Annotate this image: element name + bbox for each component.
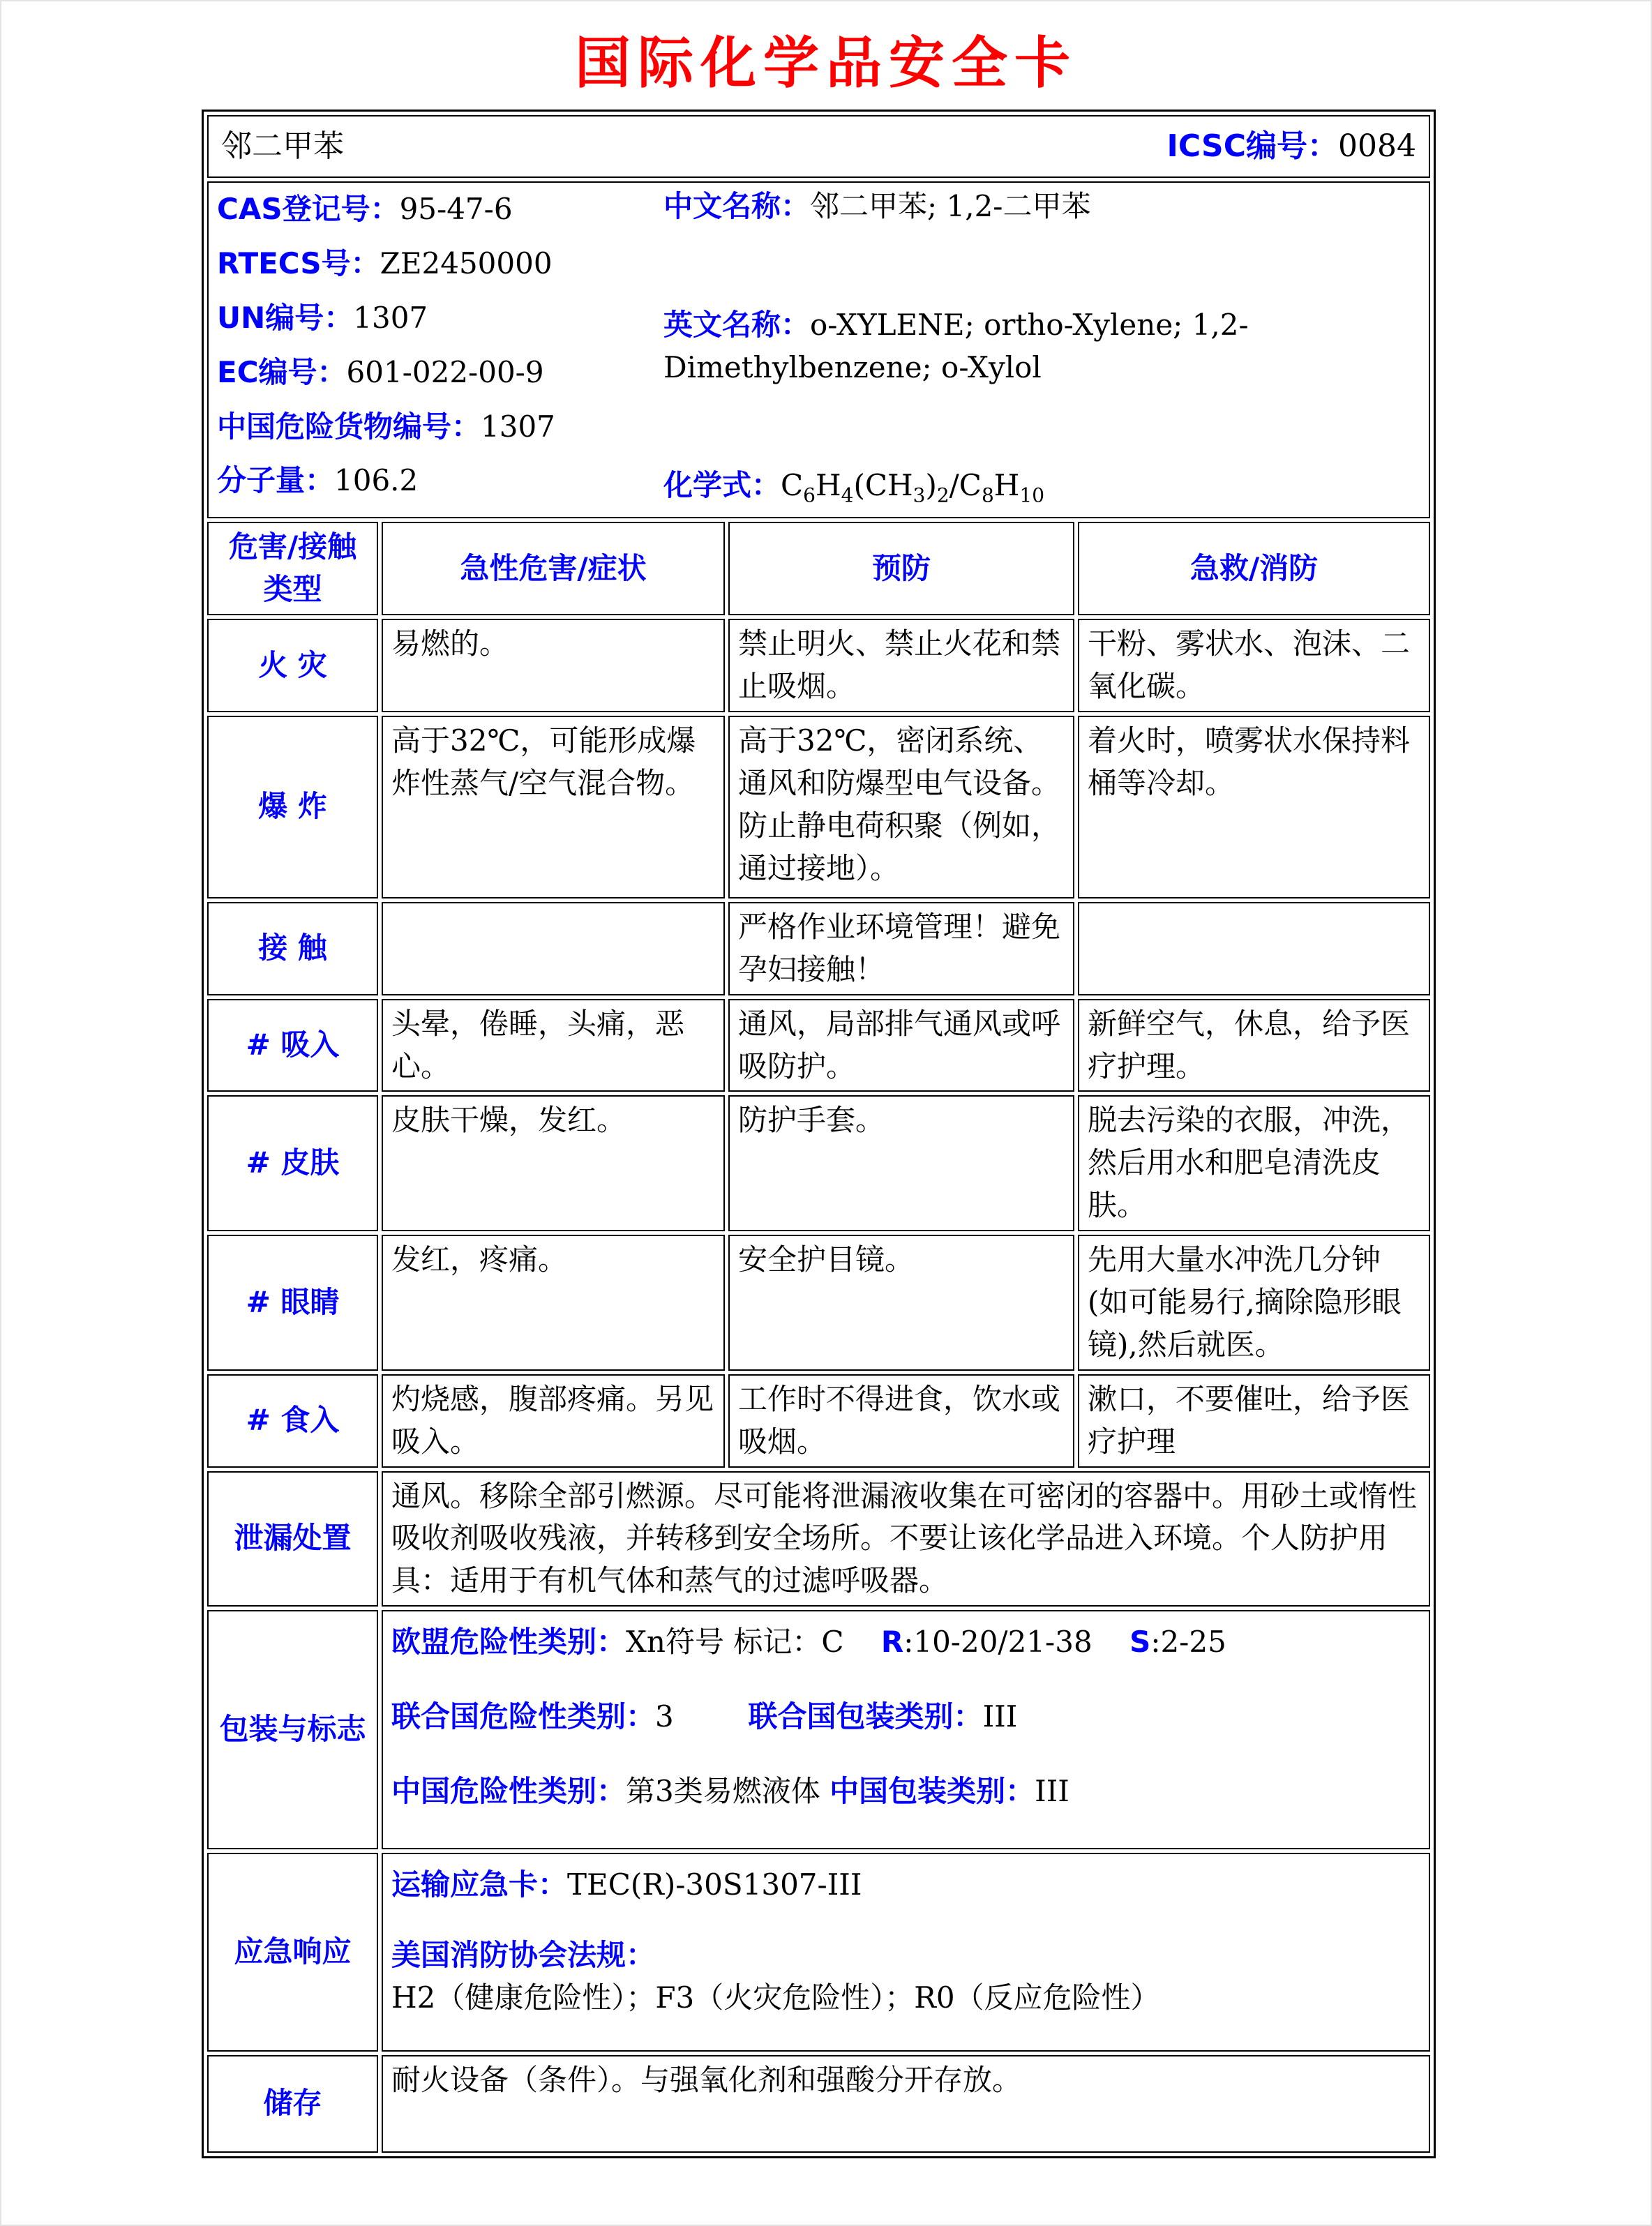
contact-symptoms-cell: [382, 902, 725, 995]
skin-row: [207, 1095, 1430, 1231]
skin-prevention-cell: 防护手套。: [728, 1095, 1074, 1231]
packaging-row: [207, 1610, 1430, 1849]
row-label-skin: # 皮肤: [207, 1095, 378, 1231]
identifier-list: [217, 186, 663, 514]
ingestion-firstaid-cell: 漱口，不要催吐，给予医疗护理: [1078, 1374, 1430, 1468]
molecular-weight: 分子量：106.2: [217, 463, 419, 498]
packaging-content-cell: [382, 1610, 1430, 1849]
ingestion-prevention-cell: 工作时不得进食，饮水或吸烟。: [728, 1374, 1074, 1468]
eyes-row: [207, 1235, 1430, 1371]
storage-content-cell: 耐火设备（条件）。与强氧化剂和强酸分开存放。: [382, 2055, 1430, 2153]
spill-row: [207, 1471, 1430, 1607]
contact-prevention-cell: 严格作业环境管理！避免孕妇接触！: [728, 902, 1074, 995]
row-label-fire: 火 灾: [207, 619, 378, 712]
identifiers-cell: [207, 181, 1430, 518]
row-label-ingestion: # 食入: [207, 1374, 378, 1468]
contact-row: [207, 902, 1430, 995]
explosion-prevention-cell: 高于32℃，密闭系统、通风和防爆型电气设备。防止静电荷积聚（例如，通过接地）。: [728, 716, 1074, 898]
fire-firstaid-cell: 干粉、雾状水、泡沫、二氧化碳。: [1078, 619, 1430, 712]
names-block: [663, 186, 1420, 514]
eu-hazard-class-line: 欧盟危险性类别：Xn符号 标记：C R:10-20/21-38 S:2-25: [391, 1625, 1226, 1660]
eyes-symptoms-cell: 发红，疼痛。: [382, 1235, 725, 1371]
storage-row: [207, 2055, 1430, 2153]
explosion-firstaid-cell: 着火时，喷雾状水保持料桶等冷却。: [1078, 716, 1430, 898]
cas-number: CAS登记号：95-47-6: [217, 192, 513, 226]
safety-card-table: [202, 110, 1436, 2158]
row-label-packaging: 包装与标志: [207, 1610, 378, 1849]
header-hazard-type: 危害/接触类型: [207, 522, 378, 615]
transport-emergency-card-line: 运输应急卡：TEC(R)-30S1307-III: [391, 1867, 862, 1902]
ingestion-row: [207, 1374, 1430, 1468]
explosion-symptoms-cell: 高于32℃，可能形成爆炸性蒸气/空气混合物。: [382, 716, 725, 898]
substance-name: 邻二甲苯: [221, 128, 344, 165]
icsc-number-value: 0084: [1338, 128, 1416, 165]
row-label-spill: 泄漏处置: [207, 1471, 378, 1607]
card-header-cell: [207, 115, 1430, 178]
inhalation-prevention-cell: 通风，局部排气通风或呼吸防护。: [728, 999, 1074, 1092]
chemical-formula: 化学式：$C_6H_4(CH_3)_2/C_8H_{10}$: [663, 468, 1045, 507]
inhalation-row: [207, 999, 1430, 1092]
nfpa-code-line: 美国消防协会法规：H2（健康危险性）；F3（火灾危险性）；R0（反应危险性）: [391, 1937, 1160, 2015]
card-header-row: [207, 115, 1430, 178]
china-dangerous-goods-number: 中国危险货物编号：1307: [217, 409, 555, 444]
ingestion-symptoms-cell: 灼烧感，腹部疼痛。另见吸入。: [382, 1374, 725, 1468]
table-header-row: [207, 522, 1430, 615]
explosion-row: [207, 716, 1430, 898]
page-title: 国际化学品安全卡: [575, 30, 1077, 96]
eyes-prevention-cell: 安全护目镜。: [728, 1235, 1074, 1371]
header-first-aid: 急救/消防: [1078, 522, 1430, 615]
fire-row: [207, 619, 1430, 712]
eyes-firstaid-cell: 先用大量水冲洗几分钟(如可能易行,摘除隐形眼镜),然后就医。: [1078, 1235, 1430, 1371]
identifiers-row: [207, 181, 1430, 518]
fire-symptoms-cell: 易燃的。: [382, 619, 725, 712]
emergency-content-cell: [382, 1853, 1430, 2052]
row-label-storage: 储存: [207, 2055, 378, 2153]
row-label-emergency: 应急响应: [207, 1853, 378, 2052]
icsc-number-label: ICSC编号：: [1166, 128, 1339, 165]
english-name: 英文名称：o-XYLENE; ortho-Xylene; 1,2-Dimethylbenzene; o-Xylol: [663, 307, 1249, 384]
ec-number: EC编号：601-022-00-9: [217, 354, 544, 389]
row-label-explosion: 爆 炸: [207, 716, 378, 898]
header-acute-hazards: 急性危害/症状: [382, 522, 725, 615]
chinese-name: 中文名称：邻二甲苯; 1,2-二甲苯: [663, 189, 1091, 223]
row-label-inhalation: # 吸入: [207, 999, 378, 1092]
header-prevention: 预防: [728, 522, 1074, 615]
rtecs-number: RTECS号：ZE2450000: [217, 246, 553, 280]
un-hazard-class-line: 联合国危险性类别：3 联合国包装类别：III: [391, 1699, 1018, 1734]
china-hazard-class-line: 中国危险性类别：第3类易燃液体 中国包装类别：III: [391, 1774, 1069, 1809]
spill-content-cell: 通风。移除全部引燃源。尽可能将泄漏液收集在可密闭的容器中。用砂土或惰性吸收剂吸收残液，并转移到安全场所。不要让该化学品进入环境。个人防护用具：适用于有机气体和蒸气的过滤呼吸器。: [382, 1471, 1430, 1607]
fire-prevention-cell: 禁止明火、禁止火花和禁止吸烟。: [728, 619, 1074, 712]
inhalation-symptoms-cell: 头晕，倦睡，头痛，恶心。: [382, 999, 725, 1092]
row-label-eyes: # 眼睛: [207, 1235, 378, 1371]
row-label-contact: 接 触: [207, 902, 378, 995]
icsc-number: [1167, 124, 1416, 169]
un-number: UN编号：1307: [217, 300, 428, 335]
skin-firstaid-cell: 脱去污染的衣服，冲洗，然后用水和肥皂清洗皮肤。: [1078, 1095, 1430, 1231]
contact-firstaid-cell: [1078, 902, 1430, 995]
emergency-response-row: [207, 1853, 1430, 2052]
skin-symptoms-cell: 皮肤干燥，发红。: [382, 1095, 725, 1231]
inhalation-firstaid-cell: 新鲜空气，休息，给予医疗护理。: [1078, 999, 1430, 1092]
